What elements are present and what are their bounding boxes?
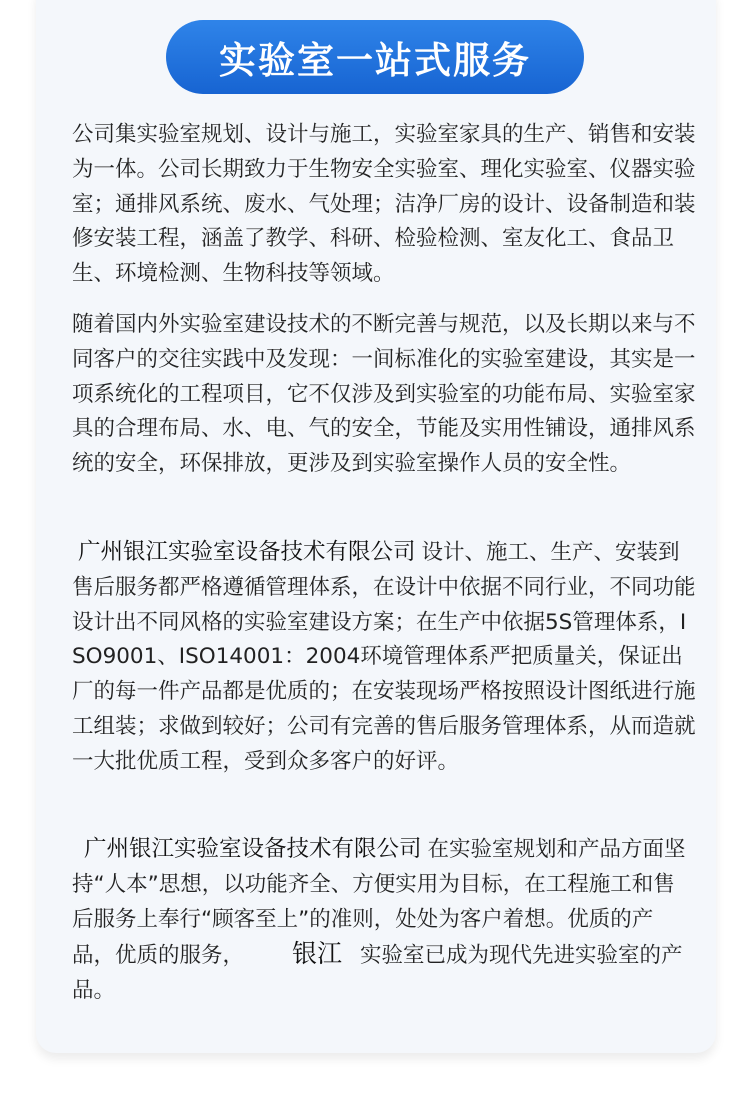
page-title: 实验室一站式服务 [219, 39, 531, 82]
title-banner [166, 20, 584, 94]
paragraph-service-philosophy [72, 832, 696, 1009]
paragraph-industry-development: 随着国内外实验室建设技术的不断完善与规范，以及长期以来与不同客户的交往实践中及发现：一间标准化的实验室建设，其实是一项系统化的工程项目，它不仅涉及到实验室的功能布局、实验室家具的合理布局、水、电、气的安全，节能及实用性铺设，通排风系统的安全，环保排放，更涉及到实验室操作人员的安全性。 [72, 312, 696, 477]
paragraph-management-system [72, 535, 696, 780]
company-name: 广州银江实验室设备技术有限公司 [78, 539, 416, 565]
company-name: 广州银江实验室设备技术有限公司 [84, 836, 422, 862]
paragraph-text: 在实验室规划和产品方面坚持“人本”思想，以功能齐全、方便实用为目标，在工程施工和售后服务上奉行“顾客至上”的准则，处处为客户着想。优质的产品，优质的服务， [72, 837, 686, 969]
paragraph-text: 设计、施工、生产、安装到售后服务都严格遵循管理体系，在设计中依据不同行业，不同功能设计出不同风格的实验室建设方案；在生产中依据5S管理体系，ISO9001、ISO14001：2004环境管理体系严把质量关，保证出厂的每一件产品都是优质的；在安装现场严格按照设计图纸进行施工组装；求做到较好；公司有完善的售后服务管理体系，从而造就一大批优质工程，受到众多客户的好评。 [72, 540, 696, 774]
paragraph-text-end: 实验室已成为现代先进实验室的产品。 [72, 943, 683, 1004]
brand-name: 银江 [292, 939, 343, 969]
paragraph-company-intro: 公司集实验室规划、设计与施工，实验室家具的生产、销售和安装为一体。公司长期致力于生物安全实验室、理化实验室、仪器实验室；通排风系统、废水、气处理；洁净厂房的设计、设备制造和装修安装工程，涵盖了教学、科研、检验检测、室友化工、食品卫生、环境检测、生物科技等领域。 [72, 122, 696, 287]
